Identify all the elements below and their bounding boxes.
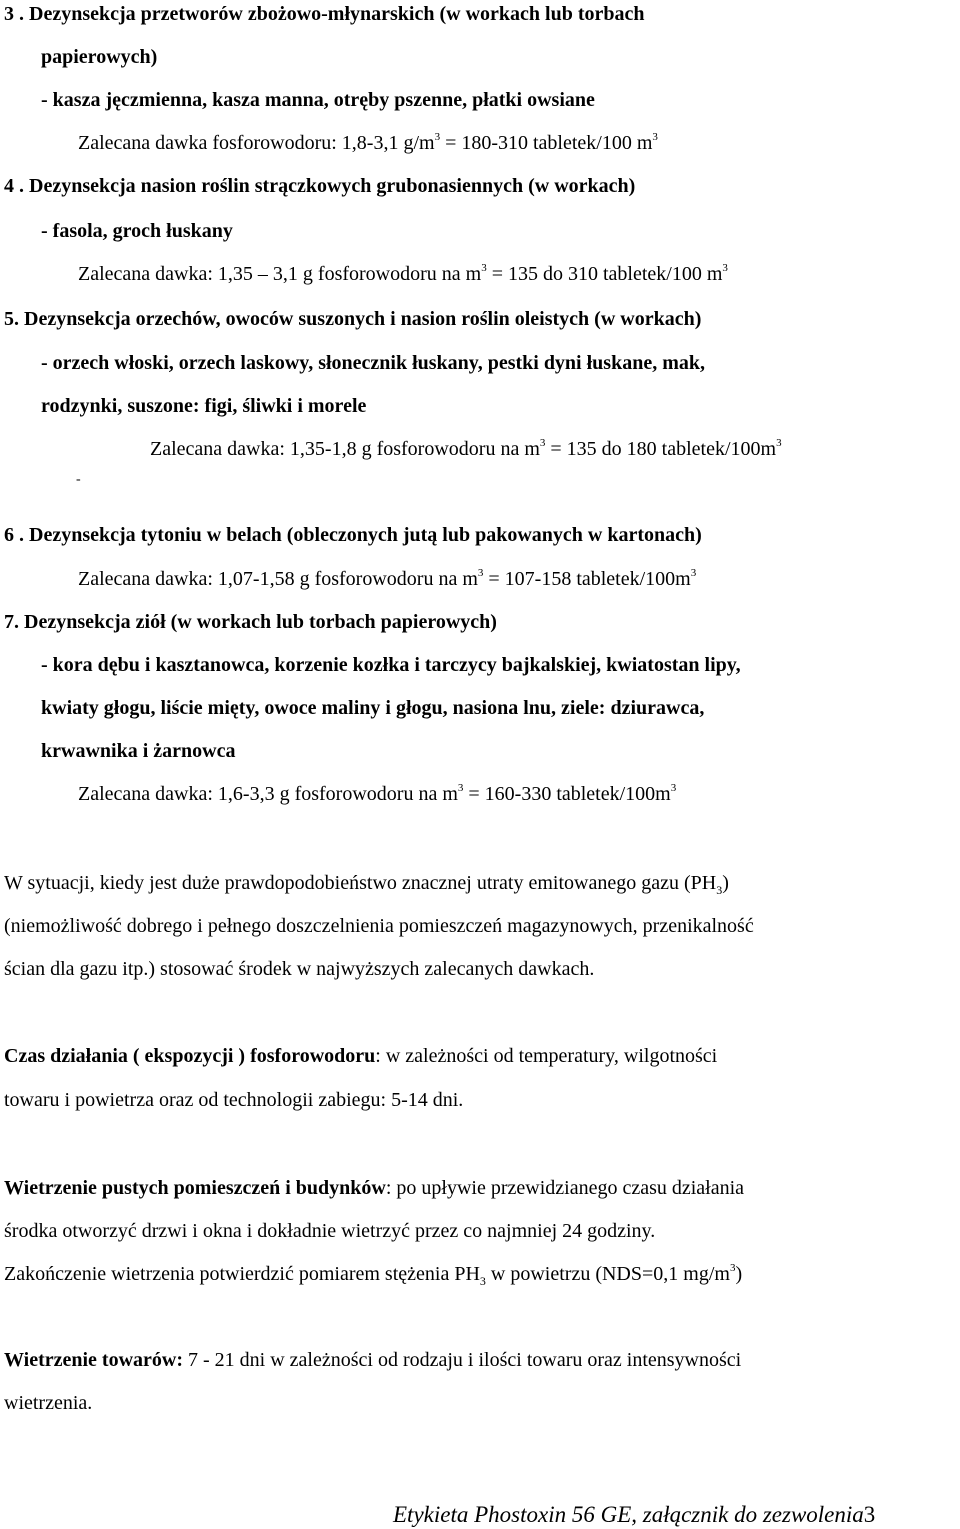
airing-rooms-text: : po upływie przewidzianego czasu działania	[385, 1177, 745, 1199]
section-7-dose-text: Zalecana dawka: 1,6-3,3 g fosforowodoru na m	[78, 783, 458, 805]
section-4-dose	[78, 262, 728, 286]
section-7-items-line1: - kora dębu i kasztanowca, korzenie kozłka i tarczycy bajkalskiej, kwiatostan lipy,	[41, 654, 741, 676]
airing-goods-paragraph-line1	[4, 1348, 741, 1372]
section-6-dose-exponent-2: 3	[690, 567, 697, 580]
airing-goods-text: 7 - 21 dni w zależności od rodzaju i ilości towaru oraz intensywności	[183, 1349, 742, 1371]
section-6-dose-tablets: = 107-158 tabletek/100m	[483, 568, 691, 590]
section-5-dose-tablets: = 135 do 180 tabletek/100m	[545, 438, 777, 460]
exposure-text: : w zależności od temperatury, wilgotności	[375, 1045, 718, 1067]
airing-rooms-nds-text: w powietrzu (NDS=0,1 mg/m	[485, 1263, 730, 1285]
section-5-dose	[150, 437, 782, 461]
section-5-dose-text: Zalecana dawka: 1,35-1,8 g fosforowodoru na m	[150, 438, 540, 460]
exposure-label: Czas działania ( ekspozycji ) fosforowodoru	[4, 1045, 376, 1067]
airing-rooms-paragraph-line1	[4, 1176, 744, 1200]
page-number: 3	[863, 1502, 876, 1527]
section-4-dose-tablets: = 135 do 310 tabletek/100 m	[486, 263, 723, 285]
section-3-title-line1: 3 . Dezynsekcja przetworów zbożowo-młynarskich (w workach lub torbach	[4, 3, 645, 25]
airing-rooms-paragraph-line2: środka otworzyć drzwi i okna i dokładnie wietrzyć przez co najmniej 24 godziny.	[4, 1220, 656, 1242]
section-3-items: - kasza jęczmienna, kasza manna, otręby pszenne, płatki owsiane	[41, 89, 595, 111]
section-5-stray-dash: -	[76, 472, 81, 487]
section-6-dose	[78, 567, 696, 591]
section-3-dose-exponent-2: 3	[652, 131, 658, 144]
airing-rooms-closing: )	[735, 1263, 743, 1285]
section-5-title: 5. Dezynsekcja orzechów, owoców suszonych i nasion roślin oleistych (w workach)	[4, 308, 702, 330]
section-3-dose	[78, 131, 658, 155]
situation-ph3-subscript: 3	[716, 883, 723, 897]
section-7-dose-tablets: = 160-330 tabletek/100m	[463, 783, 671, 805]
section-4-title: 4 . Dezynsekcja nasion roślin strączkowych grubonasiennych (w workach)	[4, 175, 636, 197]
airing-rooms-label: Wietrzenie pustych pomieszczeń i budynków	[4, 1177, 386, 1199]
section-4-items: - fasola, groch łuskany	[41, 220, 233, 242]
section-7-title: 7. Dezynsekcja ziół (w workach lub torbach papierowych)	[4, 611, 497, 633]
section-3-dose-text: Zalecana dawka fosforowodoru: 1,8-3,1 g/m	[78, 132, 435, 154]
page-footer	[393, 1502, 875, 1528]
airing-goods-label: Wietrzenie towarów:	[4, 1349, 184, 1371]
situation-text: W sytuacji, kiedy jest duże prawdopodobieństwo znacznej utraty emitowanego gazu (PH	[4, 872, 717, 894]
section-4-dose-exponent-2: 3	[722, 262, 728, 275]
section-3-title-line2: papierowych)	[41, 46, 158, 68]
situation-closing: )	[722, 872, 729, 894]
situation-paragraph-line2: (niemożliwość dobrego i pełnego doszczelnienia pomieszczeń magazynowych, przenikalność	[4, 915, 754, 937]
section-6-dose-exponent: 3	[477, 567, 484, 580]
exposure-paragraph-line1	[4, 1044, 717, 1068]
airing-rooms-exponent: 3	[729, 1262, 736, 1275]
section-4-dose-text: Zalecana dawka: 1,35 – 3,1 g fosforowodoru na m	[78, 263, 482, 285]
section-4-dose-exponent: 3	[481, 262, 487, 275]
section-5-dose-exponent: 3	[539, 437, 546, 450]
footer-text: Etykieta Phostoxin 56 GE, załącznik do zezwolenia	[393, 1502, 864, 1527]
section-3-dose-exponent: 3	[434, 131, 441, 144]
section-7-items-line3: krwawnika i żarnowca	[41, 740, 236, 762]
section-5-items-line1: - orzech włoski, orzech laskowy, słonecznik łuskany, pestki dyni łuskane, mak,	[41, 352, 705, 374]
exposure-paragraph-line2: towaru i powietrza oraz od technologii zabiegu: 5-14 dni.	[4, 1089, 464, 1111]
section-7-items-line2: kwiaty głogu, liście mięty, owoce maliny i głogu, nasiona lnu, ziele: dziurawca,	[41, 697, 705, 719]
section-6-dose-text: Zalecana dawka: 1,07-1,58 g fosforowodoru na m	[78, 568, 478, 590]
airing-goods-paragraph-line2: wietrzenia.	[4, 1392, 93, 1414]
section-7-dose-exponent: 3	[457, 782, 464, 795]
section-7-dose-exponent-2: 3	[670, 782, 677, 795]
airing-rooms-measure-text: Zakończenie wietrzenia potwierdzić pomiarem stężenia PH	[4, 1263, 480, 1285]
situation-paragraph-line3: ścian dla gazu itp.) stosować środek w najwyższych zalecanych dawkach.	[4, 958, 595, 980]
situation-paragraph-line1	[4, 871, 729, 895]
section-6-title: 6 . Dezynsekcja tytoniu w belach (obleczonych jutą lub pakowanych w kartonach)	[4, 524, 702, 546]
section-5-dose-exponent-2: 3	[776, 437, 782, 450]
section-7-dose	[78, 782, 676, 806]
section-3-dose-tablets: = 180-310 tabletek/100 m	[440, 132, 653, 154]
airing-rooms-ph3-subscript: 3	[479, 1274, 486, 1288]
section-5-items-line2: rodzynki, suszone: figi, śliwki i morele	[41, 395, 367, 417]
airing-rooms-paragraph-line3	[4, 1262, 742, 1286]
